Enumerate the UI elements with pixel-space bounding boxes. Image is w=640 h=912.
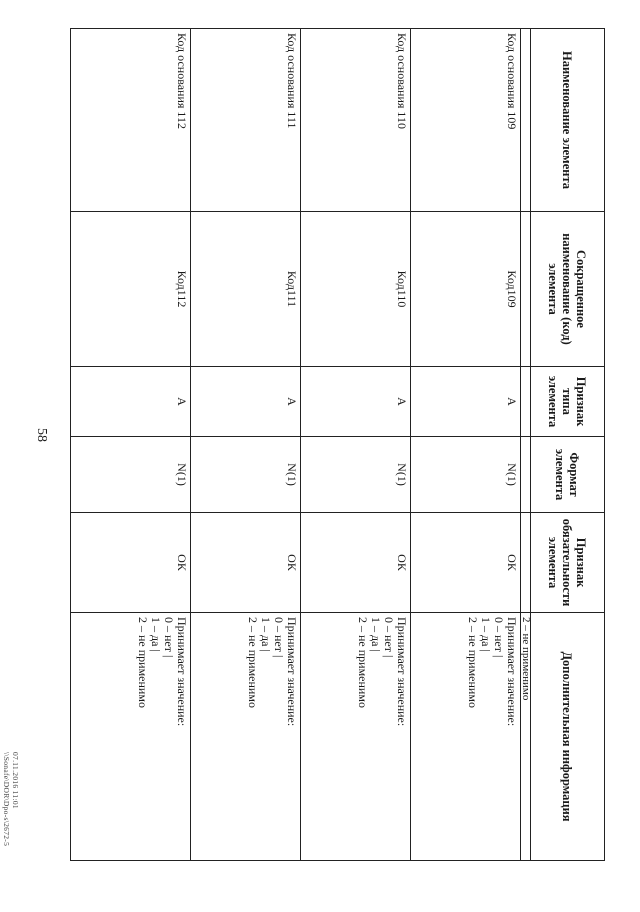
cell-code: Код110 — [301, 212, 411, 367]
cell-format: N(1) — [191, 437, 301, 513]
info-line: Принимает значение: — [395, 617, 409, 727]
cell-code: Код109 — [411, 212, 521, 367]
table-row — [191, 29, 301, 861]
cell-info — [71, 613, 191, 861]
cell-info — [191, 613, 301, 861]
cell-name: Код основания 112 — [71, 29, 191, 212]
info-line: Принимает значение: — [175, 617, 189, 727]
cell-name: Код основания 111 — [191, 29, 301, 212]
info-line: 2 – не применимо — [136, 617, 150, 708]
cell-type: А — [301, 367, 411, 437]
footer-file-path: \\Sonafe\DOR\Dpo-s\2672-5 — [2, 752, 11, 847]
elements-table — [70, 28, 605, 861]
header-additional-info: Дополнительная информация — [531, 613, 605, 861]
cell-name: Код основания 109 — [411, 29, 521, 212]
info-line: 0 – нет | — [492, 617, 506, 658]
info-line: 0 – нет | — [272, 617, 286, 658]
info-line: 1 – да | — [479, 617, 493, 652]
cell-type: А — [71, 367, 191, 437]
cell-required: ОК — [301, 513, 411, 613]
footer-timestamp: 07.11.2016 11:01 — [11, 752, 20, 809]
cell-info — [301, 613, 411, 861]
header-short-code: Сокращенное наименование (код) элемента — [531, 212, 605, 367]
carryover-info: 2 – не применимо — [521, 613, 531, 861]
cell-code: Код111 — [191, 212, 301, 367]
carryover-row — [521, 29, 531, 861]
table-cell — [521, 513, 531, 613]
table-row — [301, 29, 411, 861]
cell-type: А — [191, 367, 301, 437]
table-cell — [521, 29, 531, 212]
cell-format: N(1) — [411, 437, 521, 513]
header-required: Признак обязательности элемента — [531, 513, 605, 613]
cell-format: N(1) — [301, 437, 411, 513]
cell-format: N(1) — [71, 437, 191, 513]
table-header-row — [531, 29, 605, 861]
info-line: Принимает значение: — [505, 617, 519, 727]
footer-stamp — [2, 752, 20, 912]
table-cell — [521, 367, 531, 437]
cell-info — [411, 613, 521, 861]
table-cell — [521, 437, 531, 513]
table-row — [71, 29, 191, 861]
cell-type: А — [411, 367, 521, 437]
header-element-name: Наименование элемента — [531, 29, 605, 212]
rotated-table-container — [72, 28, 605, 860]
cell-code: Код112 — [71, 212, 191, 367]
header-format: Формат элемента — [531, 437, 605, 513]
info-line: 2 – не применимо — [246, 617, 260, 708]
info-line: 2 – не применимо — [466, 617, 480, 708]
info-line: 1 – да | — [369, 617, 383, 652]
table-cell — [521, 212, 531, 367]
cell-required: ОК — [411, 513, 521, 613]
info-line: 1 – да | — [149, 617, 163, 652]
info-line: 1 – да | — [259, 617, 273, 652]
table-row — [411, 29, 521, 861]
header-type: Признак типа элемента — [531, 367, 605, 437]
info-line: 0 – нет | — [382, 617, 396, 658]
info-line: 2 – не применимо — [356, 617, 370, 708]
info-line: Принимает значение: — [285, 617, 299, 727]
info-line: 0 – нет | — [162, 617, 176, 658]
cell-name: Код основания 110 — [301, 29, 411, 212]
cell-required: ОК — [191, 513, 301, 613]
page-number: 58 — [34, 428, 49, 442]
cell-required: ОК — [71, 513, 191, 613]
